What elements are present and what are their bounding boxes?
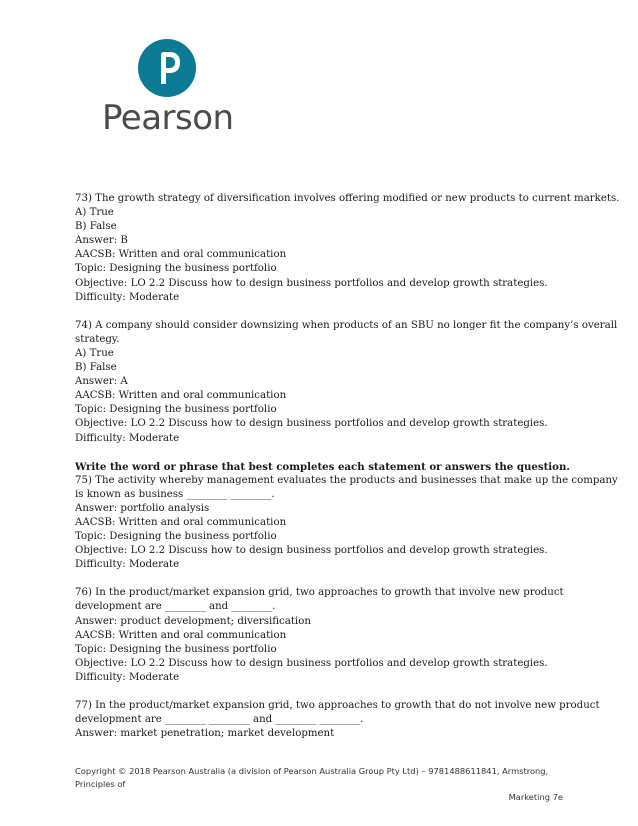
- question-line: 75) The activity whereby management evaluates the products and businesses that make up the company: [75, 474, 618, 486]
- pearson-wordmark: Pearson: [102, 98, 234, 138]
- question-line: Difficulty: Moderate: [75, 291, 180, 303]
- pearson-logo: [102, 38, 242, 138]
- question-line: Answer: market penetration; market development: [75, 728, 335, 740]
- question-line: development are ________ and ________.: [75, 601, 276, 613]
- question-line: AACSB: Written and oral communication: [75, 629, 287, 641]
- question-line: Topic: Designing the business portfolio: [75, 263, 277, 275]
- question-line: Objective: LO 2.2 Discuss how to design business portfolios and develop growth strategies.: [75, 277, 548, 289]
- question-line: Objective: LO 2.2 Discuss how to design business portfolios and develop growth strategies.: [75, 545, 548, 557]
- question-line: 77) In the product/market expansion grid, two approaches to growth that do not involve new product: [75, 700, 600, 711]
- question-line: B) False: [75, 221, 117, 233]
- question-block: [75, 586, 575, 685]
- question-line: Objective: LO 2.2 Discuss how to design business portfolios and develop growth strategies.: [75, 418, 548, 430]
- question-block: [75, 699, 600, 741]
- question-line: AACSB: Written and oral communication: [75, 390, 287, 402]
- question-line: Difficulty: Moderate: [75, 559, 180, 571]
- question-line: Topic: Designing the business portfolio: [75, 404, 277, 416]
- question-line: AACSB: Written and oral communication: [75, 516, 287, 528]
- copyright-footer: [75, 765, 563, 804]
- copyright-line-2: Marketing 7e: [508, 792, 563, 802]
- question-line: Answer: portfolio analysis: [75, 502, 210, 514]
- question-line: 76) In the product/market expansion grid, two approaches to growth that involve new product: [75, 587, 564, 599]
- question-block: [75, 460, 618, 573]
- question-block: [75, 319, 618, 446]
- section-instruction: Write the word or phrase that best completes each statement or answers the question.: [75, 460, 570, 473]
- question-line: Difficulty: Moderate: [75, 432, 180, 444]
- question-block: [75, 192, 620, 305]
- question-line: A) True: [75, 207, 114, 219]
- question-line: Topic: Designing the business portfolio: [75, 643, 277, 655]
- question-line: A) True: [75, 347, 114, 359]
- question-line: 73) The growth strategy of diversification involves offering modified or new products to current markets.: [75, 193, 620, 204]
- question-line: Answer: A: [75, 376, 128, 388]
- question-line: Answer: B: [75, 235, 128, 247]
- question-line: Difficulty: Moderate: [75, 671, 180, 683]
- question-line: Objective: LO 2.2 Discuss how to design business portfolios and develop growth strategies.: [75, 657, 548, 669]
- question-line: AACSB: Written and oral communication: [75, 249, 287, 261]
- question-list: [75, 192, 620, 755]
- question-line: B) False: [75, 362, 117, 374]
- pearson-p-icon: [137, 38, 197, 98]
- question-line: strategy.: [75, 333, 120, 345]
- question-line: 74) A company should consider downsizing when products of an SBU no longer fit the company’s overall: [75, 319, 618, 331]
- question-line: Answer: product development; diversification: [75, 615, 311, 627]
- copyright-line-1: Copyright © 2018 Pearson Australia (a division of Pearson Australia Group Pty Ltd) – 9781488611841, Armstrong, Principles of: [75, 766, 549, 789]
- question-line: Topic: Designing the business portfolio: [75, 531, 277, 543]
- question-line: is known as business ________ ________.: [75, 488, 275, 500]
- question-line: development are ________ ________ and ________ ________.: [75, 714, 364, 726]
